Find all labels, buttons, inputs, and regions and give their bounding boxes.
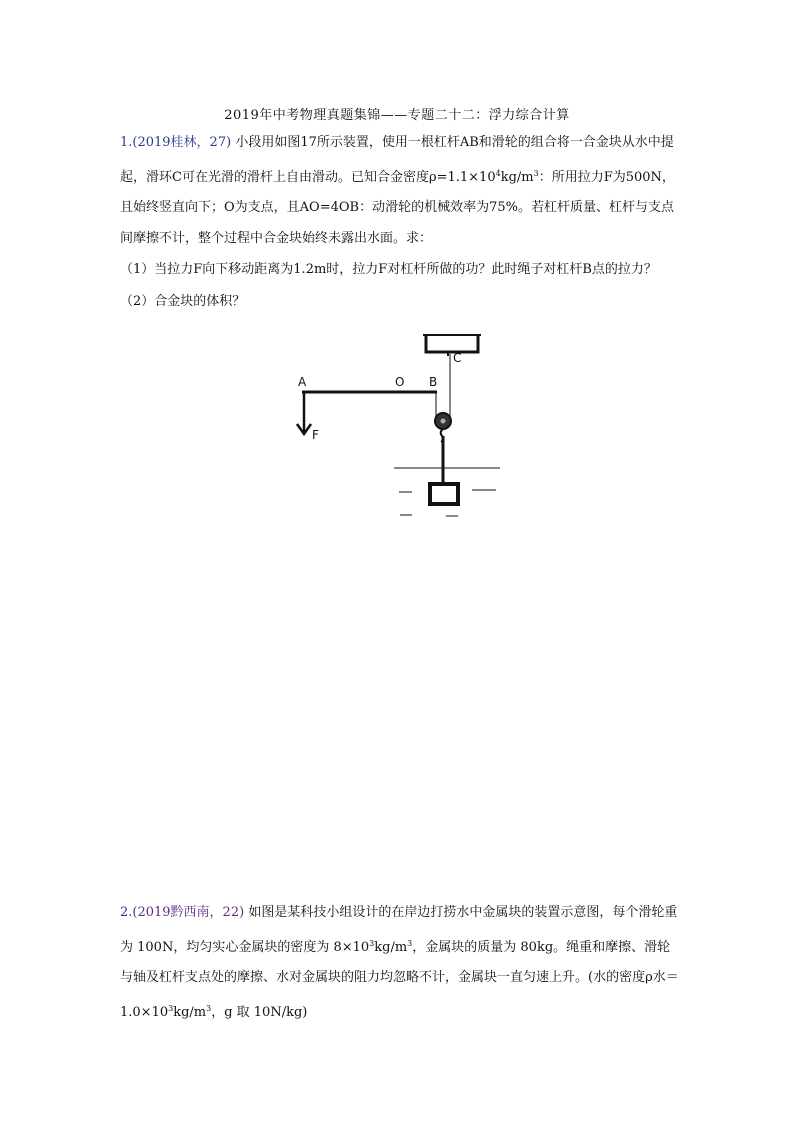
question-1-exp2: 3 (533, 168, 539, 178)
label-a: A (298, 375, 307, 389)
label-o: O (395, 375, 405, 389)
lever-pulley-figure (290, 332, 510, 522)
question-1-exp1: 4 (495, 168, 501, 178)
question-1-source: (2019桂林，27) (132, 135, 232, 150)
question-1-text-b: kg/m (500, 169, 534, 185)
question-2-text-c: ，金属块的质量为 80kg。绳重和摩擦、滑轮与轴及杠杆支点处的摩擦、水对金属块的阻力均忽略不计，金属块一直匀速上升。(水的密度ρ水＝1.0×10 (120, 939, 679, 1020)
question-2-text-e: ，g 取 10N/kg) (211, 1004, 308, 1020)
question-2-exp1: 3 (369, 938, 375, 948)
question-1 (120, 128, 680, 254)
label-c: C (453, 351, 462, 365)
question-2-exp2: 3 (407, 938, 413, 948)
question-2-number: 2. (120, 905, 133, 920)
question-2-text-b: kg/m (374, 939, 408, 955)
page-title: 2019年中考物理真题集锦——专题二十二：浮力综合计算 (224, 108, 570, 123)
question-1-text-a: 小段用如图17所示装置，使用一根杠杆AB和滑轮的组合将一合金块从水中提起，滑环C可在光滑的滑杆上自由滑动。已知合金密度ρ=1.1×10 (120, 135, 674, 185)
pulley-axle (441, 419, 446, 424)
question-2-exp3: 3 (168, 1003, 174, 1013)
question-2-source: (2019黔西南，22) (132, 905, 245, 920)
question-2-text-d: kg/m (173, 1004, 207, 1020)
question-1-sub-2: （2）合金块的体积？ (120, 294, 246, 309)
question-1-sub-1: （1）当拉力F向下移动距离为1.2m时，拉力F对杠杆所做的功？此时绳子对杠杆B点的拉力？ (120, 262, 657, 277)
question-2-exp4: 3 (206, 1003, 212, 1013)
label-b: B (429, 375, 438, 389)
slide-rail (426, 335, 478, 352)
alloy-block (430, 484, 458, 504)
question-2-text-a: 如图是某科技小组设计的在岸边打捞水中金属块的装置示意图，每个滑轮重为 100N，均匀实心金属块的密度为 8×10 (120, 905, 678, 955)
label-f: F (312, 428, 319, 442)
question-1-number: 1. (120, 135, 133, 150)
question-1-text-c: ：所用拉力F为500N，且始终竖直向下；O为支点，且AO=4OB：动滑轮的机械效率为75%。若杠杆质量、杠杆与支点间摩擦不计，整个过程中合金块始终未露出水面。求： (120, 169, 675, 246)
question-2 (120, 898, 680, 1028)
